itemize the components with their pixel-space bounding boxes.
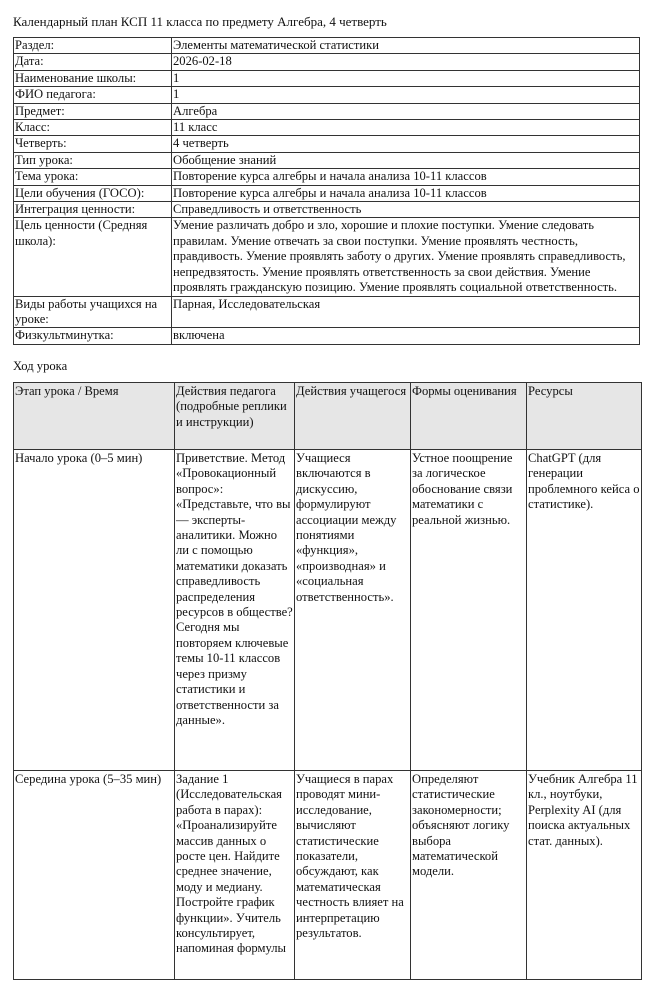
cell-student: Учащиеся в парах проводят мини-исследование, вычисляют статистические показатели, обсуждают, как математическая честность влияет на интерпретацию результатов. (295, 771, 411, 980)
header-stage: Этап урока / Время (14, 383, 175, 450)
info-value: Парная, Исследовательская (172, 296, 640, 328)
info-key: ФИО педагога: (14, 87, 172, 103)
info-row (14, 87, 640, 103)
info-row (14, 136, 640, 152)
table-row (14, 450, 642, 771)
info-value: Алгебра (172, 103, 640, 119)
cell-teacher: Приветствие. Метод «Провокационный вопрос»: «Представьте, что вы — эксперты-аналитики. Можно ли с помощью математики доказать справедливость распределения ресурсов в обществе? Сегодня мы повторяем ключевые темы 10-11 классов через призму статистики и ответственности за данные». (175, 450, 295, 771)
header-student: Действия учащегося (295, 383, 411, 450)
info-row (14, 103, 640, 119)
info-value: Обобщение знаний (172, 152, 640, 168)
cell-resources: Учебник Алгебра 11 кл., ноутбуки, Perplexity AI (для поиска актуальных стат. данных). (527, 771, 642, 980)
table-row (14, 771, 642, 980)
info-value: Повторение курса алгебры и начала анализа 10-11 классов (172, 185, 640, 201)
header-teacher: Действия педагога (подробные реплики и инструкции) (175, 383, 295, 450)
header-resources: Ресурсы (527, 383, 642, 450)
info-value: 4 четверть (172, 136, 640, 152)
cell-teacher: Задание 1 (Исследовательская работа в парах): «Проанализируйте массив данных о росте цен. Найдите среднее значение, моду и медиану. Постройте график функции». Учитель консультирует, напоминая формулы (175, 771, 295, 980)
info-value: Повторение курса алгебры и начала анализа 10-11 классов (172, 169, 640, 185)
info-key: Тип урока: (14, 152, 172, 168)
document-title: Календарный план КСП 11 класса по предмету Алгебра, 4 четверть (13, 14, 387, 29)
cell-assessment: Устное поощрение за логическое обоснование связи математики с реальной жизнью. (411, 450, 527, 771)
info-row (14, 152, 640, 168)
info-key: Цель ценности (Средняя школа): (14, 218, 172, 296)
info-key: Четверть: (14, 136, 172, 152)
info-row (14, 70, 640, 86)
info-key: Дата: (14, 54, 172, 70)
info-key: Тема урока: (14, 169, 172, 185)
info-value: включена (172, 328, 640, 344)
info-key: Цели обучения (ГОСО): (14, 185, 172, 201)
info-value: 11 класс (172, 120, 640, 136)
table-header-row (14, 383, 642, 450)
info-value: 2026-02-18 (172, 54, 640, 70)
info-key: Виды работы учащихся на уроке: (14, 296, 172, 328)
info-key: Предмет: (14, 103, 172, 119)
info-key: Класс: (14, 120, 172, 136)
info-row (14, 202, 640, 218)
cell-stage: Середина урока (5–35 мин) (14, 771, 175, 980)
cell-resources: ChatGPT (для генерации проблемного кейса о статистике). (527, 450, 642, 771)
info-row (14, 218, 640, 296)
info-row (14, 54, 640, 70)
info-value: Справедливость и ответственность (172, 202, 640, 218)
lesson-flow-table (13, 382, 642, 980)
info-row (14, 185, 640, 201)
info-row (14, 328, 640, 344)
cell-assessment: Определяют статистические закономерности; объясняют логику выбора математической модели. (411, 771, 527, 980)
cell-student: Учащиеся включаются в дискуссию, формулируют ассоциации между понятиями «функция», «производная» и «социальная ответственность». (295, 450, 411, 771)
info-value: 1 (172, 70, 640, 86)
cell-stage: Начало урока (0–5 мин) (14, 450, 175, 771)
info-value: Умение различать добро и зло, хорошие и плохие поступки. Умение следовать правилам. Умение отвечать за свои поступки. Умение проявлять честность, правдивость. Умение проявлять заботу о других. Умение проявлять справедливость, непредвзятость. Умение проявлять ответственность за свои действия. Умение проявлять гражданскую позицию. Умение проявлять социальной ответственность. (172, 218, 640, 296)
info-key: Физкультминутка: (14, 328, 172, 344)
section-label: Ход урока (13, 359, 68, 373)
info-row (14, 169, 640, 185)
lesson-info-table (13, 37, 640, 345)
info-key: Интеграция ценности: (14, 202, 172, 218)
info-value: 1 (172, 87, 640, 103)
info-key: Наименование школы: (14, 70, 172, 86)
header-assessment: Формы оценивания (411, 383, 527, 450)
info-row (14, 120, 640, 136)
info-row (14, 38, 640, 54)
info-value: Элементы математической статистики (172, 38, 640, 54)
info-key: Раздел: (14, 38, 172, 54)
info-row (14, 296, 640, 328)
